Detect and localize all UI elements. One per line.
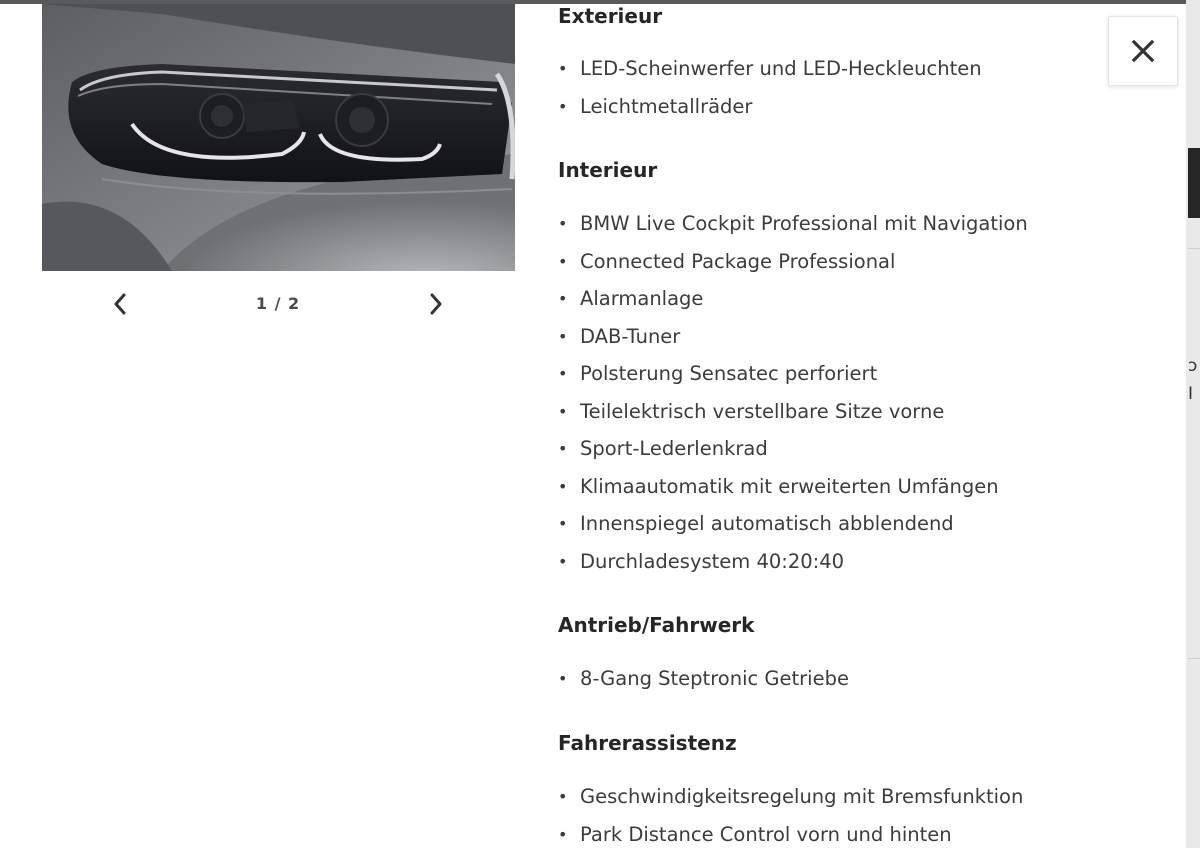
- background-text-fragment: ɔ: [1188, 356, 1198, 376]
- list-item: • Connected Package Professional: [558, 249, 1028, 287]
- gallery-image: [42, 4, 515, 271]
- close-button[interactable]: [1108, 16, 1178, 86]
- list-item: • Teilelektrisch verstellbare Sitze vorne: [558, 399, 1028, 437]
- list-item: • Polsterung Sensatec perforiert: [558, 361, 1028, 399]
- close-icon: [1131, 39, 1155, 63]
- list-item: • Klimaautomatik mit erweiterten Umfängen: [558, 474, 1028, 512]
- list-item: • Park Distance Control vorn und hinten: [558, 822, 1023, 848]
- chevron-right-icon: [429, 293, 443, 315]
- list-item: • Innenspiegel automatisch abblendend: [558, 511, 1028, 549]
- car-headlight-image: [42, 4, 515, 271]
- section-heading-interieur: Interieur: [558, 158, 658, 182]
- list-item: • Durchladesystem 40:20:40: [558, 549, 1028, 587]
- feature-details-modal: [0, 4, 1186, 848]
- list-item: • Leichtmetallräder: [558, 94, 982, 132]
- background-text-fragment: I: [1188, 384, 1194, 404]
- background-page: [1186, 0, 1200, 848]
- background-divider: [1188, 248, 1200, 249]
- section-heading-exterieur: Exterieur: [558, 4, 663, 28]
- gallery-counter: 1 / 2: [255, 294, 301, 313]
- list-item: • Geschwindigkeitsregelung mit Bremsfunktion: [558, 784, 1023, 822]
- chevron-left-icon: [113, 293, 127, 315]
- feature-list-interieur: [558, 211, 1028, 586]
- gallery-prev-button[interactable]: [106, 290, 134, 318]
- background-divider: [1188, 658, 1200, 659]
- background-page-dark-strip: [1188, 148, 1200, 218]
- section-heading-antrieb-fahrwerk: Antrieb/Fahrwerk: [558, 613, 755, 637]
- list-item: • Sport-Lederlenkrad: [558, 436, 1028, 474]
- list-item: • BMW Live Cockpit Professional mit Navigation: [558, 211, 1028, 249]
- gallery-next-button[interactable]: [422, 290, 450, 318]
- feature-list-exterieur: [558, 56, 982, 131]
- feature-list-antrieb-fahrwerk: [558, 666, 849, 704]
- list-item: • Alarmanlage: [558, 286, 1028, 324]
- list-item: • 8-Gang Steptronic Getriebe: [558, 666, 849, 704]
- list-item: • LED-Scheinwerfer und LED-Heckleuchten: [558, 56, 982, 94]
- section-heading-fahrerassistenz: Fahrerassistenz: [558, 731, 737, 755]
- feature-list-fahrerassistenz: [558, 784, 1023, 848]
- list-item: • DAB-Tuner: [558, 324, 1028, 362]
